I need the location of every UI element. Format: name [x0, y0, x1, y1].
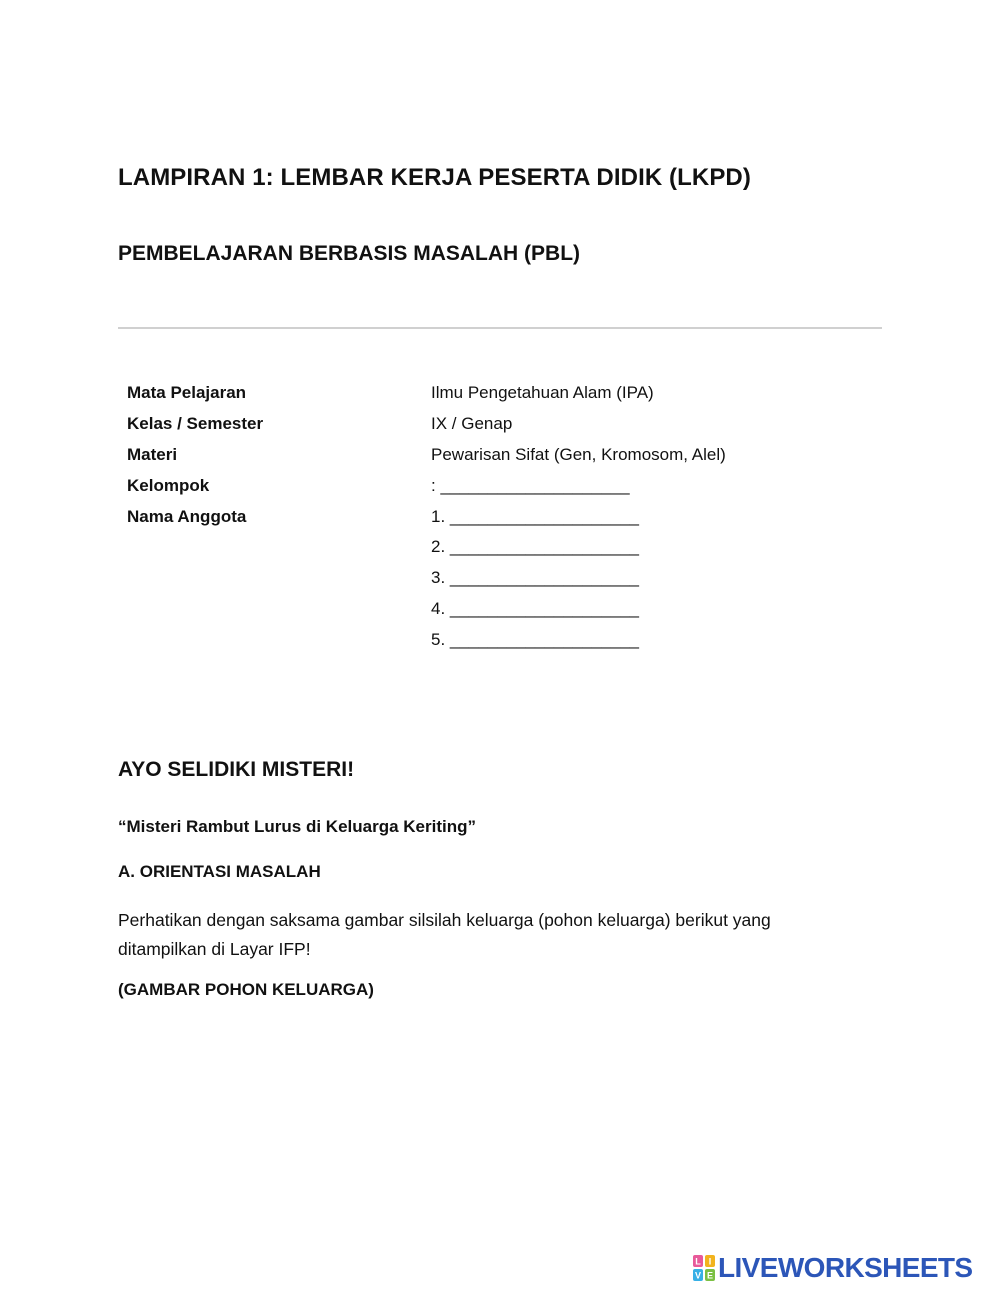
info-label: Kelompok [127, 475, 210, 495]
liveworksheets-logo-icon [693, 1255, 715, 1281]
family-tree-placeholder: (GAMBAR POHON KELUARGA) [118, 980, 374, 999]
member-blank-1: 1. ____________________ [431, 506, 639, 526]
horizontal-divider [118, 327, 882, 329]
case-title: “Misteri Rambut Lurus di Keluarga Keriting” [118, 817, 476, 836]
info-label: Kelas / Semester [127, 414, 264, 434]
section-heading: AYO SELIDIKI MISTERI! [118, 758, 355, 781]
info-row-material [127, 440, 827, 471]
svg-text:L: L [695, 1256, 701, 1267]
info-label: Materi [127, 444, 178, 464]
orientation-heading: A. ORIENTASI MASALAH [118, 862, 321, 881]
member-blank-4: 4. ____________________ [431, 598, 639, 618]
info-row-member-4 [127, 594, 827, 625]
page-subtitle: PEMBELAJARAN BERBASIS MASALAH (PBL) [118, 242, 581, 265]
info-value: Pewarisan Sifat (Gen, Kromosom, Alel) [431, 444, 726, 464]
liveworksheets-logo [693, 1252, 973, 1284]
info-row-member-2 [127, 532, 827, 563]
liveworksheets-logo-text: LIVEWORKSHEETS [718, 1252, 973, 1283]
member-blank-2: 2. ____________________ [431, 537, 639, 557]
info-table [127, 378, 827, 655]
info-value: IX / Genap [431, 414, 513, 434]
instruction-paragraph: Perhatikan dengan saksama gambar silsilah keluarga (pohon keluarga) berikut yang ditampilkan di Layar IFP! [118, 910, 771, 959]
member-blank-5: 5. ____________________ [431, 629, 639, 649]
svg-text:E: E [706, 1270, 714, 1281]
member-blank-3: 3. ____________________ [431, 568, 639, 588]
info-row-member-3 [127, 563, 827, 594]
svg-text:V: V [694, 1270, 702, 1281]
info-row-group [127, 470, 827, 501]
info-row-member-5 [127, 624, 827, 655]
page-title: LAMPIRAN 1: LEMBAR KERJA PESERTA DIDIK (LKPD) [118, 164, 751, 191]
info-row-class [127, 409, 827, 440]
info-label: Mata Pelajaran [127, 383, 247, 403]
info-row-subject [127, 378, 827, 409]
svg-text:I: I [708, 1256, 712, 1267]
group-blank: : ____________________ [431, 475, 630, 495]
info-row-members [127, 501, 827, 532]
info-label: Nama Anggota [127, 506, 247, 526]
info-value: Ilmu Pengetahuan Alam (IPA) [431, 383, 654, 403]
